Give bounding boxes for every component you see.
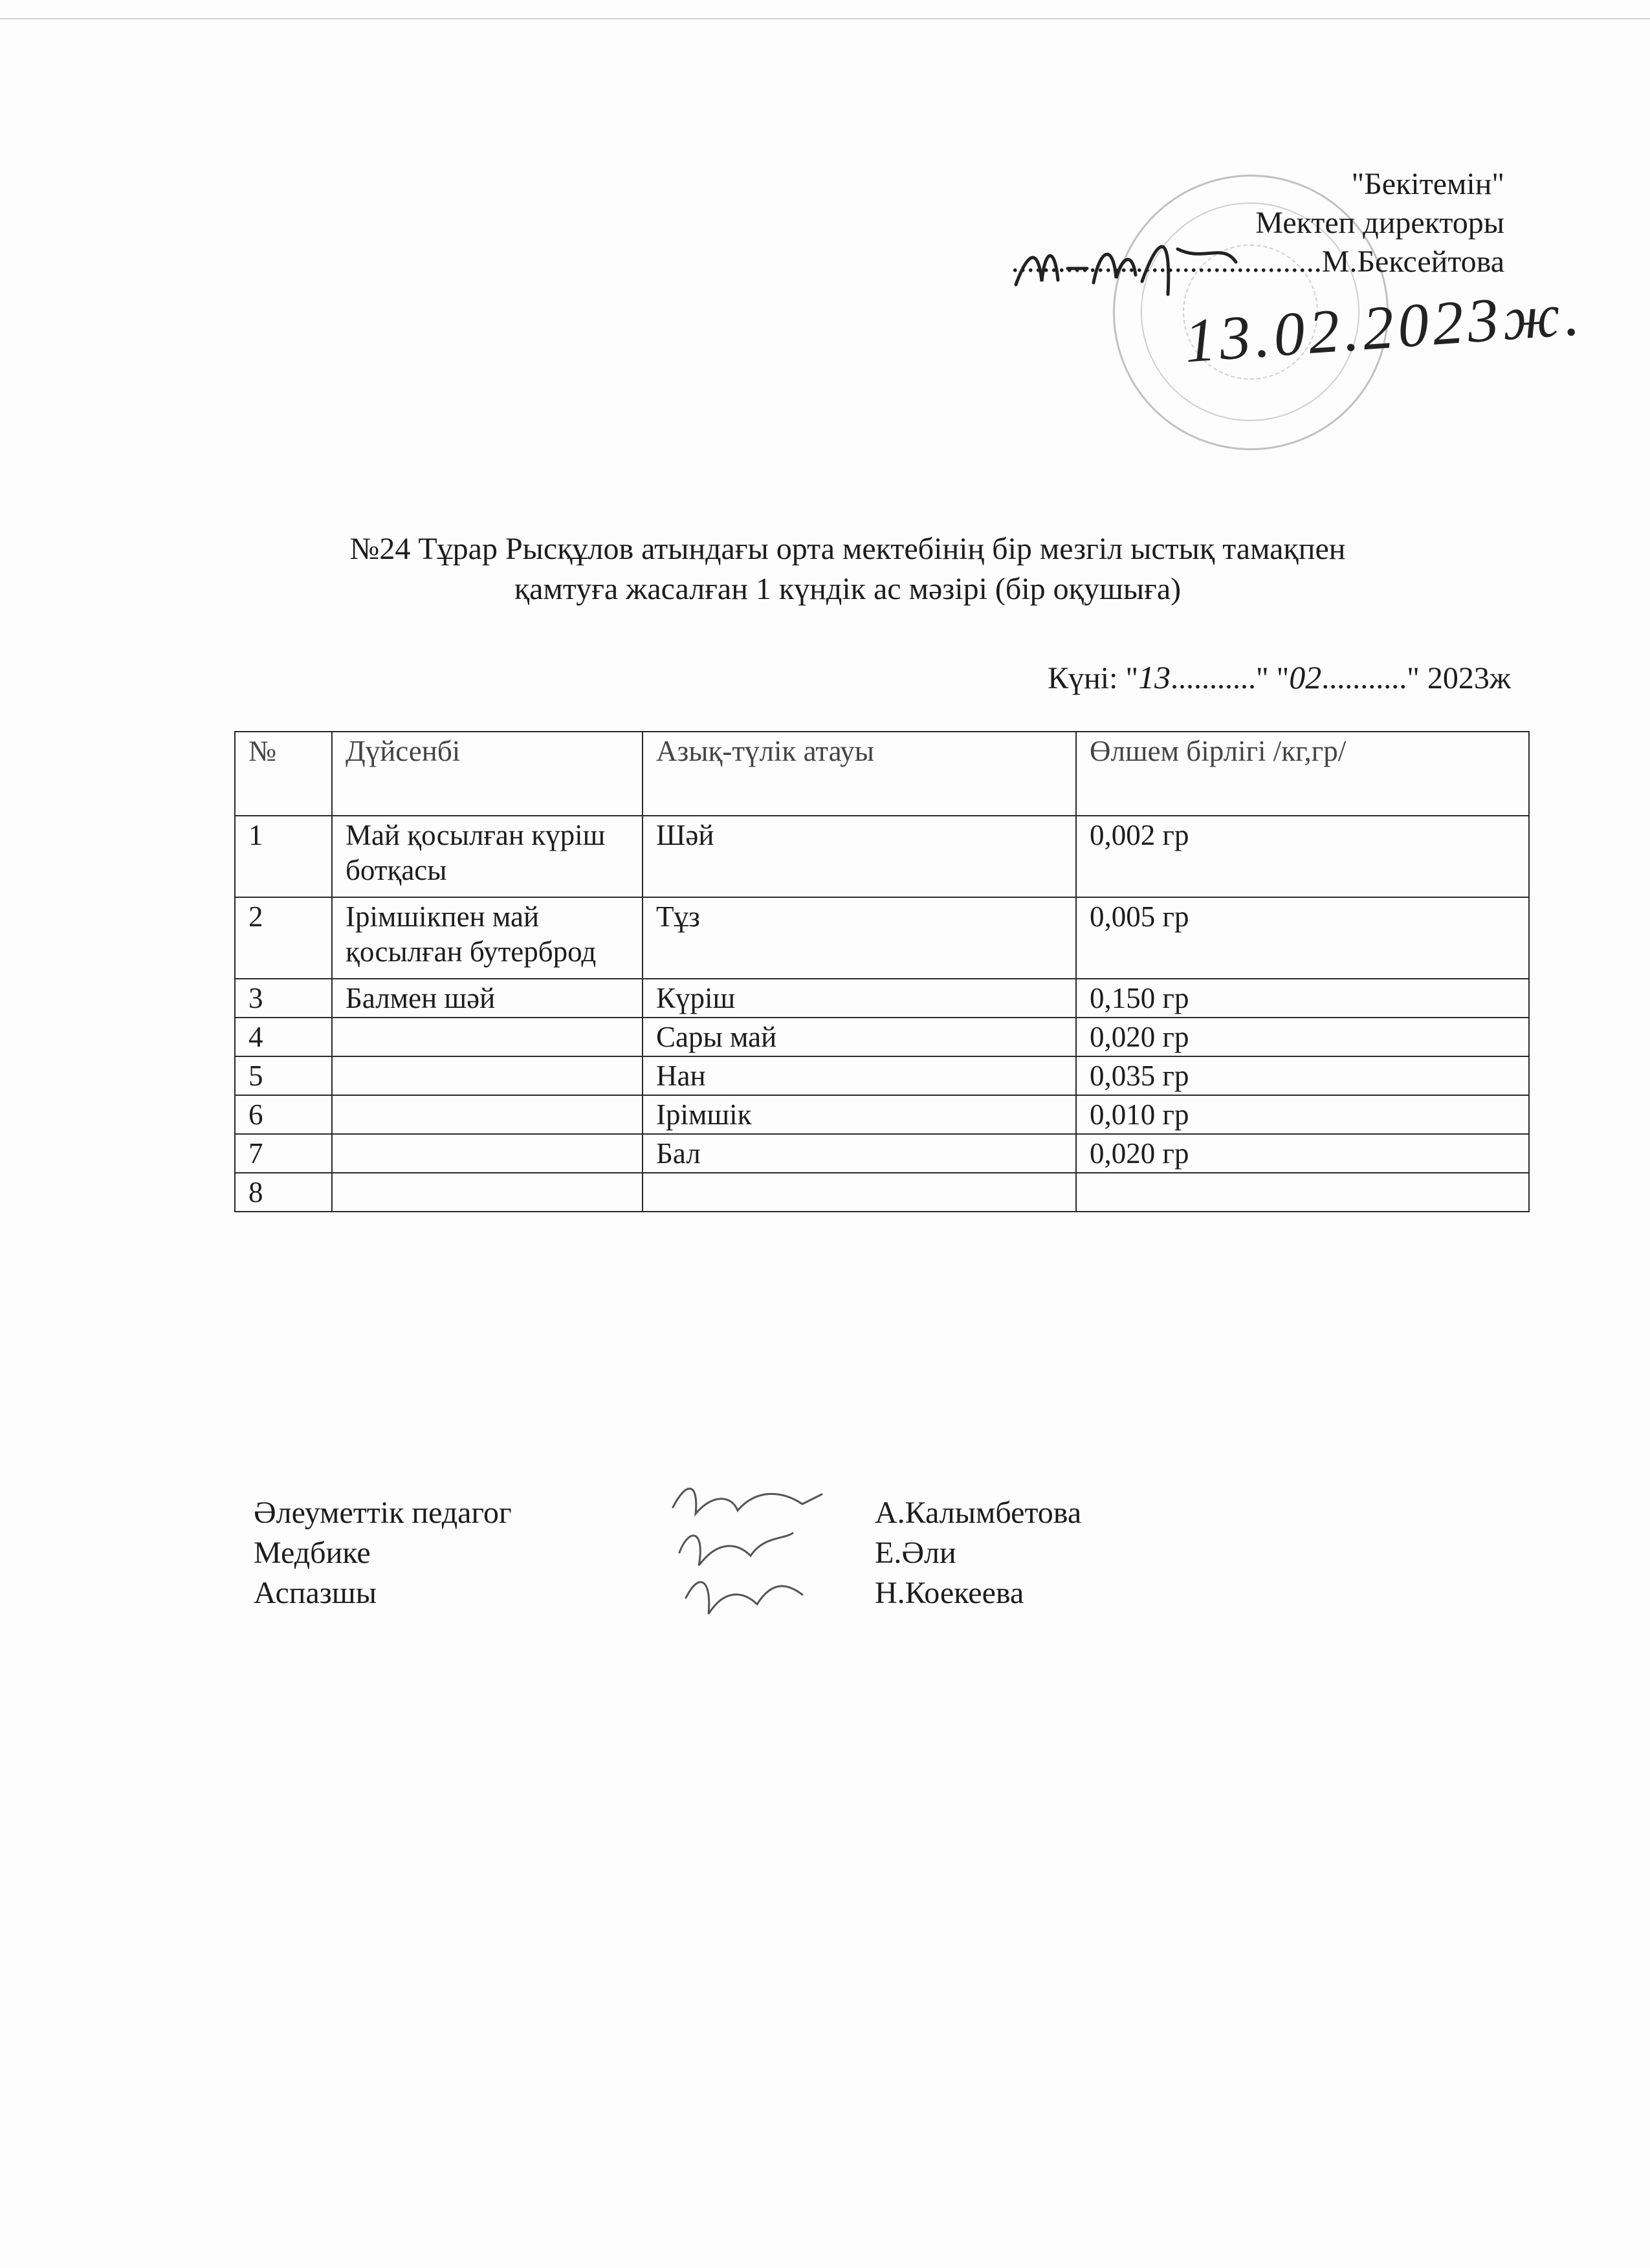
cell-amount (1076, 1173, 1529, 1212)
cell-amount: 0,020 гр (1076, 1134, 1529, 1173)
cell-dish (332, 1173, 643, 1212)
date-tail: ..........." 2023ж (1321, 661, 1511, 695)
header-product: Азық-түлік атауы (643, 732, 1076, 816)
table-header-row (235, 732, 1529, 816)
signer-role: Аспазшы (254, 1576, 377, 1610)
cell-dish: Балмен шәй (332, 979, 643, 1018)
cell-amount: 0,002 гр (1076, 816, 1529, 897)
cell-dish: Ірімшікпен май қосылған бутерброд (332, 897, 643, 979)
signer-role: Әлеуметтік педагог (254, 1496, 512, 1530)
table-row (235, 1056, 1529, 1095)
approval-position: Мектеп директоры (1255, 206, 1504, 240)
page-top-edge (0, 18, 1650, 19)
cell-number: 6 (235, 1095, 332, 1134)
cell-number: 3 (235, 979, 332, 1018)
table-row (235, 897, 1529, 979)
signer-name: Н.Коекеева (875, 1576, 1024, 1610)
approval-director-line: ........................................М.Бексейтова (1011, 245, 1504, 279)
cell-product: Күріш (643, 979, 1076, 1018)
cell-amount: 0,035 гр (1076, 1056, 1529, 1095)
signer-name: Е.Әли (875, 1536, 956, 1570)
cell-dish: Май қосылған күріш ботқасы (332, 816, 643, 897)
date-mid: ..........." " (1171, 661, 1290, 695)
cell-dish (332, 1134, 643, 1173)
cell-number: 5 (235, 1056, 332, 1095)
document-title (233, 529, 1462, 609)
cell-product: Тұз (643, 897, 1076, 979)
cell-dish (332, 1095, 643, 1134)
header-unit: Өлшем бірлігі /кг,гр/ (1076, 732, 1529, 816)
cell-amount: 0,005 гр (1076, 897, 1529, 979)
title-line-1: №24 Тұрар Рысқұлов атындағы орта мектебінің бір мезгіл ыстық тамақпен (349, 532, 1346, 566)
cell-product: Нан (643, 1056, 1076, 1095)
signer-names (875, 1493, 1081, 1613)
cell-amount: 0,150 гр (1076, 979, 1529, 1018)
table-row (235, 979, 1529, 1018)
cell-product: Шәй (643, 816, 1076, 897)
signer-role: Медбике (254, 1536, 371, 1570)
handwritten-approval-date: 13.02.2023ж. (1182, 278, 1586, 376)
header-number: № (235, 732, 332, 816)
cell-number: 8 (235, 1173, 332, 1212)
cell-amount: 0,020 гр (1076, 1018, 1529, 1056)
cell-number: 1 (235, 816, 332, 897)
cell-product (643, 1173, 1076, 1212)
director-signature (1009, 223, 1281, 307)
table-row (235, 816, 1529, 897)
cell-dish (332, 1056, 643, 1095)
cell-product: Бал (643, 1134, 1076, 1173)
signer-name: А.Калымбетова (875, 1496, 1082, 1530)
header-day: Дүйсенбі (332, 732, 643, 816)
cell-product: Сары май (643, 1018, 1076, 1056)
title-line-2: қамтуға жасалған 1 күндік ас мәзірі (бір оқушыға) (514, 572, 1182, 606)
table-row (235, 1173, 1529, 1212)
cell-product: Ірімшік (643, 1095, 1076, 1134)
date-day: 13 (1138, 659, 1171, 695)
cell-number: 7 (235, 1134, 332, 1173)
date-line (1048, 659, 1511, 696)
signer-signatures (660, 1475, 854, 1637)
approval-title: "Бекітемін" (1351, 167, 1504, 201)
table-row (235, 1095, 1529, 1134)
date-month: 02 (1289, 659, 1322, 695)
date-label: Күні: " (1048, 661, 1139, 695)
cell-number: 2 (235, 897, 332, 979)
cell-amount: 0,010 гр (1076, 1095, 1529, 1134)
table-row (235, 1134, 1529, 1173)
cell-number: 4 (235, 1018, 332, 1056)
table-row (235, 1018, 1529, 1056)
menu-table (234, 731, 1530, 1212)
cell-dish (332, 1018, 643, 1056)
signer-roles (254, 1493, 512, 1613)
